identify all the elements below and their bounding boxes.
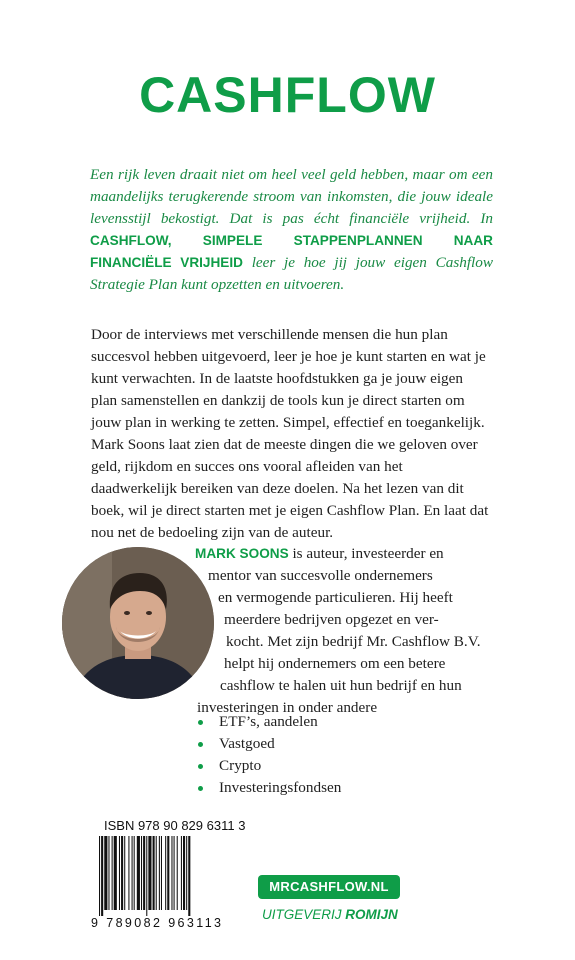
list-item: Vastgoed [198,733,341,755]
barcode-bar [159,836,160,910]
bio-line-2: mentor van succesvolle ondernemers [208,567,433,584]
barcode-bar [132,836,133,910]
description-text: Door de interviews met verschillende mensen die hun plan succesvol hebben uitgevoerd, leer je hoe je kunt starten en wat je kunt verwachten. In de laatste hoofdstukken ga je jouw eigen plan samenstellen en dankzij de tools kun je direct starten om jouw plan in werking te zetten. Simpel, effectief en toegankelijk. Mark Soons laat zien dat de meeste dingen die we geloven over geld, rijkdom en succes ons vooral afleiden van het daadwerkelijk bereiken van deze doelen. Na het lezen van dit boek, wil je direct starten met je eigen Cashflow Plan. En laat dat nou net de bedoeling zijn van de auteur. [91,326,489,541]
author-portrait-illustration [62,547,214,699]
barcode-bar [183,836,185,910]
barcode-bar [165,836,166,910]
isbn-barcode [87,836,251,932]
barcode-bar [177,836,178,910]
bio-line-7: cashflow te halen uit hun bedrijf en hun [220,677,462,694]
intro-text-part-2: leer je hoe jij jouw eigen Cashflow Strategie Plan kunt opzetten en uitvoeren. [90,254,493,293]
barcode-bar [112,836,113,910]
barcode-bar [134,836,135,910]
isbn-label: ISBN 978 90 829 6311 3 [104,818,246,833]
barcode-bar [101,836,103,916]
barcode-bar [186,836,187,910]
bio-line-3: en vermogende particulieren. Hij heeft [218,589,453,606]
barcode-bar [124,836,125,910]
barcode-bar [148,836,151,910]
barcode-bar [137,836,140,910]
barcode-bar [143,836,145,910]
bio-line-5: kocht. Met zijn bedrijf Mr. Cashflow B.V. [226,633,481,650]
bio-line-1-text: is auteur, investeerder en [288,545,444,562]
barcode-bars [87,836,251,916]
intro-book-subtitle: CASHFLOW, SIMPELE STAPPENPLANNEN NAAR FINANCIËLE VRIJHEID [90,233,493,270]
author-name: MARK SOONS [195,546,289,561]
publisher-prefix: UITGEVERIJ [262,907,346,922]
barcode-bar [104,836,107,910]
barcode-bar [174,836,175,910]
author-portrait [62,547,214,699]
barcode-bar [128,836,129,910]
barcode-bar [108,836,109,910]
barcode-bar [188,836,190,916]
bio-line-8: investeringen in onder andere [197,699,378,716]
barcode-digits: 9 789082 963113 [91,916,224,930]
publisher-name: ROMIJN [345,907,398,922]
website-badge: MRCASHFLOW.NL [258,875,400,899]
barcode-bar [167,836,169,910]
barcode-bar [153,836,155,910]
barcode-bar [181,836,182,910]
barcode-bar [114,836,117,910]
bio-line-1 [195,543,495,565]
bio-line-4: meerdere bedrijven opgezet en ver- [224,611,439,628]
book-title: CASHFLOW [139,67,436,123]
barcode-bar [156,836,157,910]
description-paragraph [91,324,491,544]
intro-text-part-1: Een rijk leven draait niet om heel veel geld hebben, maar om een maandelijks terugkerende stroom van inkomsten, die jouw ideale levensstijl bekostigt. Dat is pas écht financiële vrijheid. In [90,166,493,227]
barcode-bar [141,836,142,910]
barcode-bar [161,836,162,910]
barcode-bar [146,836,147,916]
investment-list [198,711,341,799]
bio-line-6: helpt hij ondernemers om een betere [224,655,446,672]
list-item: Investeringsfondsen [198,777,341,799]
barcode-bar [99,836,100,916]
barcode-bar [121,836,123,910]
author-bio [195,543,495,719]
publisher-logo [262,907,398,922]
barcode-bar [119,836,120,910]
intro-paragraph [90,164,493,296]
barcode-bar [171,836,172,910]
list-item: ETF’s, aandelen [198,711,341,733]
list-item: Crypto [198,755,341,777]
